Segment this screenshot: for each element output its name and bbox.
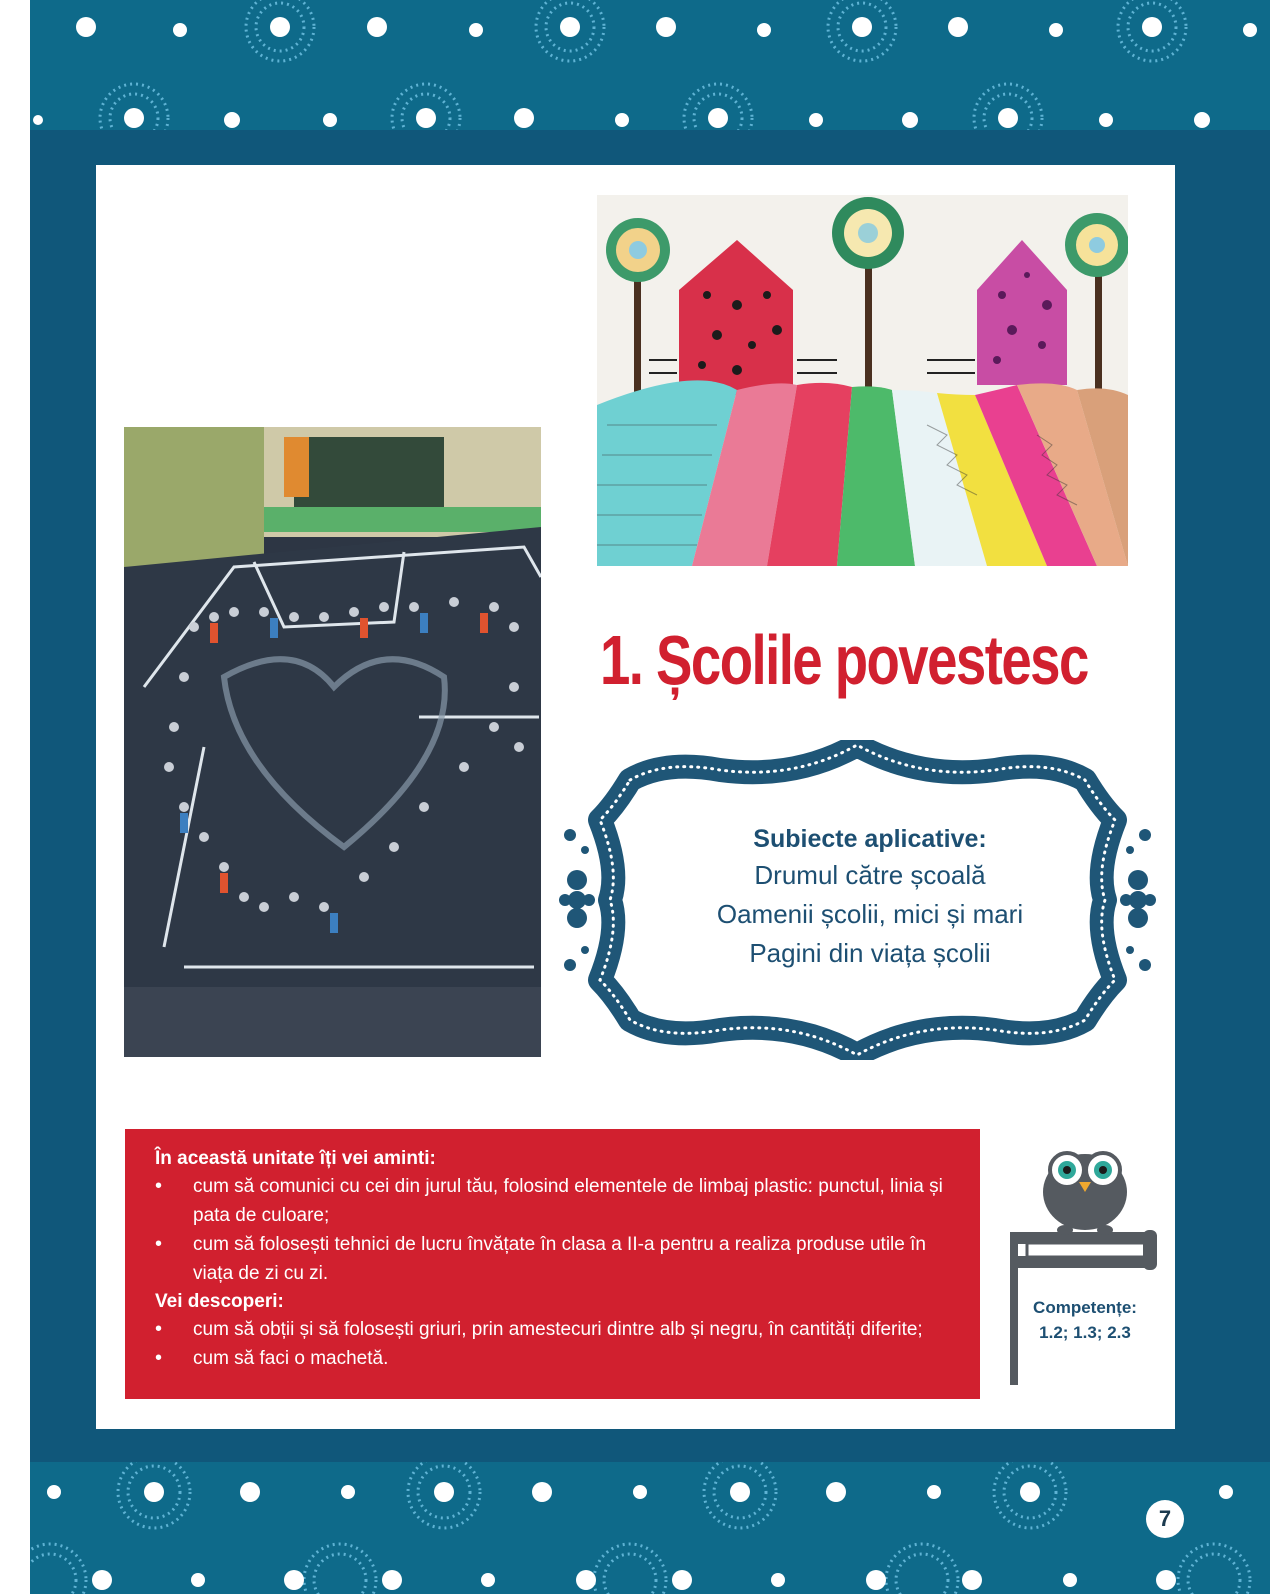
polka-dot-pattern — [30, 0, 1270, 130]
remember-heading: În această unitate îți vei aminti: — [155, 1148, 436, 1169]
topic-item: Pagini din viața școlii — [749, 938, 991, 968]
top-decorative-band — [30, 0, 1270, 130]
topic-item: Oamenii școlii, mici și mari — [716, 899, 1024, 929]
unit-objectives-box — [125, 1129, 980, 1399]
unit-title: 1. Școlile povestesc — [600, 621, 1088, 699]
children-drawing-image — [597, 195, 1128, 566]
flower-ornaments-right — [1120, 829, 1156, 971]
topic-item: Drumul către școală — [754, 860, 986, 890]
discover-list — [155, 1315, 956, 1373]
competences-block — [1020, 1295, 1150, 1345]
list-item: • cum să folosești tehnici de lucru învățate în clasa a II-a pentru a realiza produse utile în viața de zi cu zi. — [155, 1230, 956, 1288]
applied-topics — [620, 822, 1120, 973]
discover-heading: Vei descoperi: — [155, 1291, 284, 1312]
list-item: • cum să obții și să folosești griuri, prin amestecuri dintre alb și negru, în cantități diferite; — [155, 1315, 956, 1344]
list-item: • cum să comunici cu cei din jurul tău, folosind elementele de limbaj plastic: punctul, linia și pata de culoare; — [155, 1172, 956, 1230]
topics-heading: Subiecte aplicative: — [753, 825, 987, 853]
polka-dot-pattern — [30, 1462, 1270, 1594]
owl-signpost-icon — [1005, 1130, 1170, 1390]
flower-ornaments-left — [559, 829, 595, 971]
list-item: • cum să faci o machetă. — [155, 1344, 956, 1373]
page-number: 7 — [1146, 1500, 1184, 1538]
bottom-decorative-band — [30, 1462, 1270, 1594]
remember-list — [155, 1172, 956, 1288]
schoolyard-heart-photo — [124, 427, 541, 1057]
competences-label: Competențe: — [1033, 1298, 1137, 1317]
competences-values: 1.2; 1.3; 2.3 — [1039, 1323, 1131, 1342]
